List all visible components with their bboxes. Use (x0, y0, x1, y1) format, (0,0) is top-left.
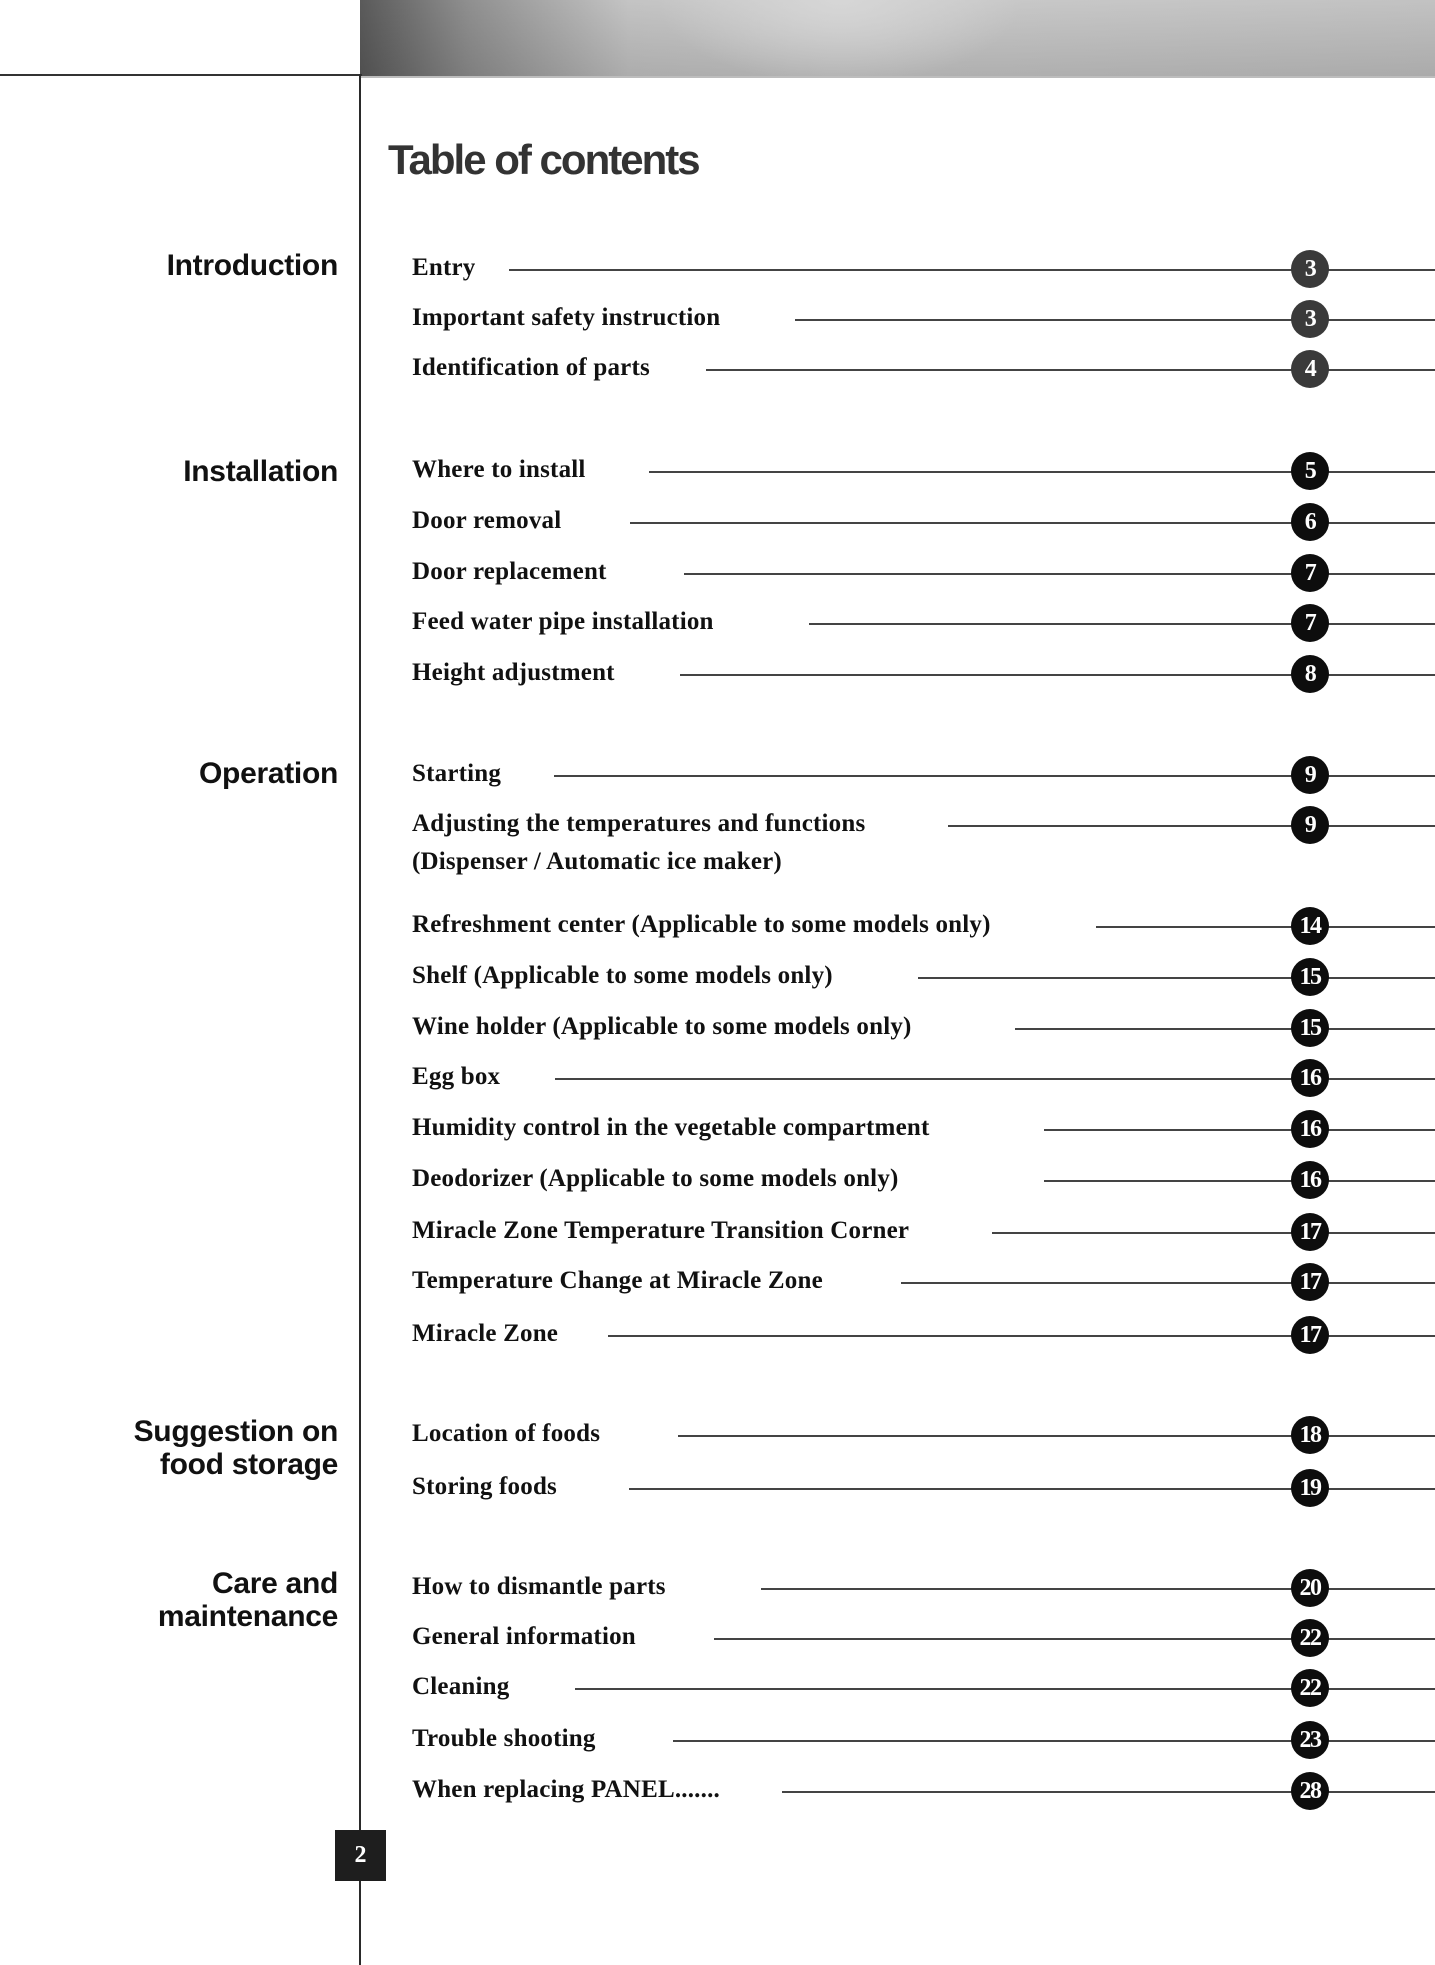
toc-entry-wine-holder[interactable] (412, 1011, 1435, 1051)
toc-entry-text: Cleaning (412, 1673, 510, 1700)
page-badge: 9 (1291, 806, 1329, 844)
leader-line (992, 1232, 1435, 1234)
toc-entry-text: Entry (412, 254, 476, 281)
toc-entry-adjusting-temperatures[interactable] (412, 808, 1435, 888)
toc-entry-text: Humidity control in the vegetable compartment (412, 1114, 930, 1141)
page-badge: 16 (1291, 1110, 1329, 1148)
leader-line (782, 1791, 1435, 1793)
toc-entry-text: Feed water pipe installation (412, 608, 714, 635)
toc-entry-miracle-zone-transition[interactable] (412, 1215, 1435, 1255)
toc-entry-subtext: (Dispenser / Automatic ice maker) (412, 848, 782, 875)
page-badge: 15 (1291, 1009, 1329, 1047)
page-badge: 4 (1291, 350, 1329, 388)
toc-entry-text: Shelf (Applicable to some models only) (412, 962, 833, 989)
section-label-care-maintenance (158, 1567, 338, 1633)
toc-entry-miracle-zone[interactable] (412, 1318, 1435, 1358)
toc-entry-dismantle-parts[interactable] (412, 1571, 1435, 1611)
page-badge: 23 (1291, 1721, 1329, 1759)
toc-entry-general-information[interactable] (412, 1621, 1435, 1661)
toc-entry-feed-water-pipe[interactable] (412, 606, 1435, 646)
toc-entry-text: Storing foods (412, 1473, 557, 1500)
page-badge: 18 (1291, 1416, 1329, 1454)
column-divider (359, 74, 361, 1965)
toc-entry-text: Where to install (412, 456, 586, 483)
header-gradient-band (360, 0, 1435, 78)
leader-line (1044, 1180, 1435, 1182)
toc-entry-refreshment-center[interactable] (412, 909, 1435, 949)
page-badge: 17 (1291, 1316, 1329, 1354)
page-number: 2 (335, 1830, 386, 1881)
section-label-line: food storage (159, 1448, 338, 1481)
page-badge: 20 (1291, 1569, 1329, 1607)
section-label-line: Introduction (166, 249, 338, 282)
leader-line (795, 319, 1435, 321)
toc-entry-storing-foods[interactable] (412, 1471, 1435, 1511)
toc-entry-entry[interactable] (412, 252, 1435, 292)
toc-entry-egg-box[interactable] (412, 1061, 1435, 1101)
toc-entry-text: Temperature Change at Miracle Zone (412, 1267, 823, 1294)
section-label-line: Operation (199, 757, 338, 790)
toc-entry-shelf[interactable] (412, 960, 1435, 1000)
toc-entry-cleaning[interactable] (412, 1671, 1435, 1711)
toc-entry-text: Adjusting the temperatures and functions (412, 810, 866, 837)
toc-entry-identification[interactable] (412, 352, 1435, 392)
page-badge: 8 (1291, 655, 1329, 693)
toc-entry-text: Height adjustment (412, 659, 615, 686)
page-badge: 7 (1291, 604, 1329, 642)
leader-line (948, 825, 1435, 827)
leader-line (809, 623, 1435, 625)
toc-entry-deodorizer[interactable] (412, 1163, 1435, 1203)
toc-entry-text: General information (412, 1623, 636, 1650)
toc-entry-door-replacement[interactable] (412, 556, 1435, 596)
header-rule (0, 74, 362, 76)
toc-entry-text: How to dismantle parts (412, 1573, 666, 1600)
page-badge: 7 (1291, 554, 1329, 592)
leader-line (1015, 1028, 1435, 1030)
toc-entry-text: Location of foods (412, 1420, 601, 1447)
toc-entry-text: Miracle Zone Temperature Transition Corner (412, 1217, 910, 1244)
page-badge: 22 (1291, 1669, 1329, 1707)
toc-entry-text: Trouble shooting (412, 1725, 596, 1752)
page-badge: 17 (1291, 1213, 1329, 1251)
page-badge: 28 (1291, 1772, 1329, 1810)
leader-line (918, 977, 1435, 979)
toc-entry-height-adjustment[interactable] (412, 657, 1435, 697)
page-badge: 6 (1291, 503, 1329, 541)
section-label-line: Care and (212, 1567, 338, 1600)
section-label-introduction (167, 249, 338, 282)
leader-line (1044, 1129, 1435, 1131)
section-label-food-storage (134, 1415, 338, 1481)
toc-entry-humidity-control[interactable] (412, 1112, 1435, 1152)
page-badge: 3 (1291, 250, 1329, 288)
toc-entry-replacing-panel[interactable] (412, 1774, 1435, 1814)
page-badge: 16 (1291, 1161, 1329, 1199)
toc-entry-text: Door removal (412, 507, 562, 534)
toc-entry-text: Wine holder (Applicable to some models only) (412, 1013, 912, 1040)
section-label-line: Installation (183, 455, 338, 488)
section-label-line: Suggestion on (133, 1415, 338, 1448)
leader-line (1096, 926, 1435, 928)
page-badge: 16 (1291, 1059, 1329, 1097)
toc-entry-where-to-install[interactable] (412, 454, 1435, 494)
leader-line (901, 1282, 1435, 1284)
toc-entry-door-removal[interactable] (412, 505, 1435, 545)
page-badge: 15 (1291, 958, 1329, 996)
page-badge: 17 (1291, 1263, 1329, 1301)
toc-entry-text: Miracle Zone (412, 1320, 559, 1347)
toc-entry-text: Deodorizer (Applicable to some models only) (412, 1165, 899, 1192)
toc-entry-text: Important safety instruction (412, 304, 721, 331)
toc-entry-temperature-change[interactable] (412, 1265, 1435, 1305)
toc-entry-starting[interactable] (412, 758, 1435, 798)
page-badge: 3 (1291, 300, 1329, 338)
leader-line (761, 1588, 1435, 1590)
toc-entry-location-of-foods[interactable] (412, 1418, 1435, 1458)
page-badge: 22 (1291, 1619, 1329, 1657)
toc-entry-important-safety[interactable] (412, 302, 1435, 342)
section-label-installation (183, 455, 338, 488)
toc-entry-text: Starting (412, 760, 502, 787)
page-badge: 14 (1291, 907, 1329, 945)
page-badge: 9 (1291, 756, 1329, 794)
page-title: Table of contents (388, 136, 699, 183)
toc-entry-text: When replacing PANEL....... (412, 1776, 720, 1803)
toc-entry-text: Door replacement (412, 558, 607, 585)
toc-entry-text: Identification of parts (412, 354, 650, 381)
page-badge: 19 (1291, 1469, 1329, 1507)
section-label-operation (199, 757, 338, 790)
page-badge: 5 (1291, 452, 1329, 490)
toc-entry-text: Refreshment center (Applicable to some models only) (412, 911, 991, 938)
toc-entry-trouble-shooting[interactable] (412, 1723, 1435, 1763)
section-label-line: maintenance (157, 1600, 338, 1633)
toc-entry-text: Egg box (412, 1063, 501, 1090)
